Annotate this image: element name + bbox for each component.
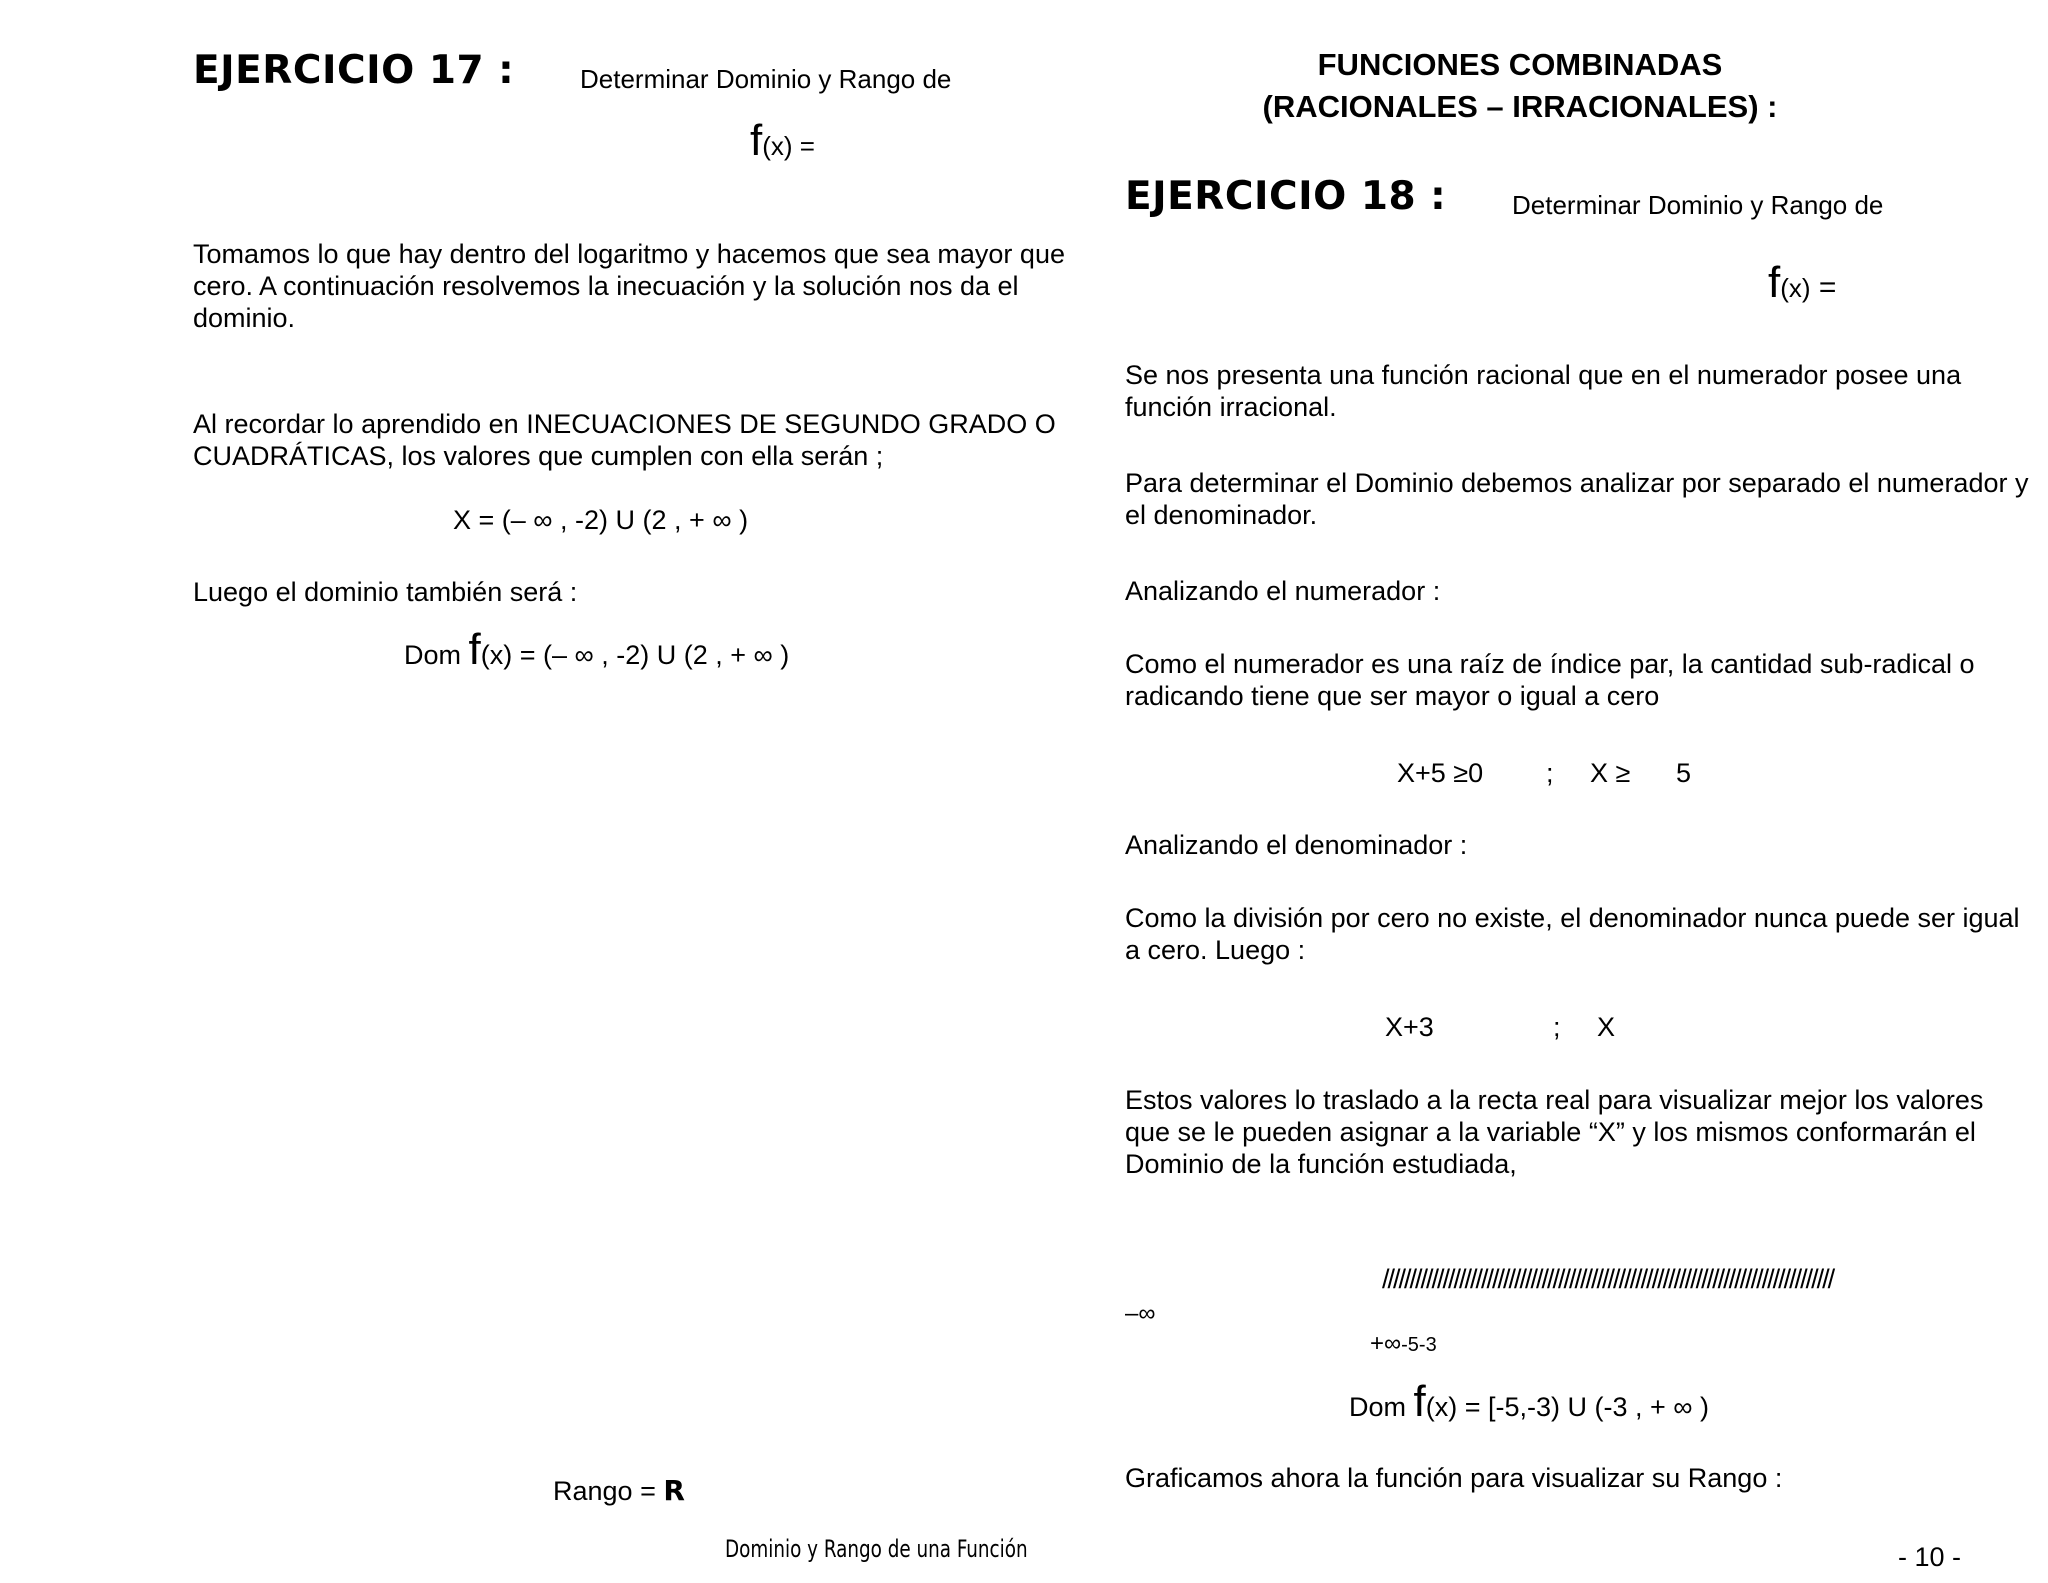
exercise-18-paragraph-7: Estos valores lo traslado a la recta real para visualizar mejor los valores que se le pueden asignar a la variable “X” y los mismos conformarán el Dominio de la función estudiada, bbox=[1125, 1085, 1984, 1179]
exercise-18-paragraph-4: Como el numerador es una raíz de índice par, la cantidad sub-radical o radicando tiene que ser mayor o igual a cero bbox=[1125, 649, 1975, 711]
exercise-17-heading: EJERCICIO 17 : bbox=[193, 48, 515, 93]
function-f: f bbox=[468, 625, 481, 674]
numerator-separator: ; bbox=[1546, 758, 1554, 788]
exercise-18-paragraph-3: Analizando el numerador : bbox=[1125, 576, 1441, 606]
number-line-hatch: ////////////////////////////////////////////////////////////////////////////////// bbox=[1382, 1264, 1834, 1294]
function-f: f bbox=[1413, 1377, 1426, 1426]
exercise-18-paragraph-8: Graficamos ahora la función para visualizar su Rango : bbox=[1125, 1463, 1783, 1493]
section-title-line-2: (RACIONALES – IRRACIONALES) : bbox=[1262, 89, 1778, 124]
number-line-neg-infinity: –∞ bbox=[1125, 1300, 1156, 1327]
exercise-18-heading: EJERCICIO 18 : bbox=[1125, 174, 1447, 219]
exercise-17-solution: X = (– ∞ , -2) U (2 , + ∞ ) bbox=[453, 505, 749, 535]
function-eq: = bbox=[1810, 271, 1837, 304]
section-title bbox=[1210, 44, 1830, 128]
number-line-pos-infinity: +∞ bbox=[1370, 1330, 1402, 1357]
exercise-17-function-label bbox=[750, 116, 815, 166]
section-title-line-1: FUNCIONES COMBINADAS bbox=[1317, 47, 1723, 82]
range-prefix: Rango = bbox=[553, 1476, 664, 1506]
exercise-18-subheading: Determinar Dominio y Rango de bbox=[1512, 190, 1884, 220]
exercise-18-paragraph-5: Analizando el denominador : bbox=[1125, 830, 1468, 860]
numerator-inequality: X+5 ≥0 bbox=[1397, 758, 1484, 788]
domain-value: (x) = (– ∞ , -2) U (2 , + ∞ ) bbox=[480, 640, 790, 670]
exercise-18-domain bbox=[1349, 1377, 1709, 1427]
exercise-18-paragraph-2: Para determinar el Dominio debemos analizar por separado el numerador y el denominador. bbox=[1125, 468, 2029, 530]
number-line-labels bbox=[1370, 1330, 1437, 1358]
exercise-17-subheading: Determinar Dominio y Rango de bbox=[580, 64, 952, 94]
range-value: R bbox=[663, 1474, 685, 1507]
denominator-expression: X+3 bbox=[1385, 1012, 1434, 1042]
function-eq: = bbox=[792, 131, 815, 161]
function-var: (x) bbox=[762, 131, 793, 161]
page-number: - 10 - bbox=[1898, 1542, 1962, 1572]
denominator-result: X bbox=[1597, 1012, 1616, 1042]
numerator-inequality-result: X ≥ bbox=[1590, 758, 1631, 788]
number-line-tick-labels: -5-3 bbox=[1401, 1334, 1437, 1356]
domain-value: (x) = [-5,-3) U (-3 , + ∞ ) bbox=[1425, 1392, 1710, 1422]
domain-prefix: Dom bbox=[1349, 1392, 1414, 1422]
exercise-17-paragraph-1: Tomamos lo que hay dentro del logaritmo y hacemos que sea mayor que cero. A continuación resolvemos la inecuación y la solución nos da el dominio. bbox=[193, 239, 1065, 333]
function-f: f bbox=[750, 116, 763, 165]
exercise-18-function-label bbox=[1768, 258, 1836, 308]
footer-title: Dominio y Rango de una Función bbox=[725, 1535, 1028, 1563]
denominator-separator: ; bbox=[1553, 1012, 1561, 1042]
exercise-18-paragraph-6: Como la división por cero no existe, el denominador nunca puede ser igual a cero. Luego : bbox=[1125, 903, 2020, 965]
domain-prefix: Dom bbox=[404, 640, 469, 670]
numerator-inequality-value: 5 bbox=[1676, 758, 1692, 788]
exercise-17-range bbox=[553, 1474, 685, 1507]
exercise-17-domain bbox=[404, 625, 789, 675]
function-var: (x) bbox=[1780, 273, 1811, 303]
exercise-18-paragraph-1: Se nos presenta una función racional que en el numerador posee una función irracional. bbox=[1125, 360, 1962, 422]
exercise-17-paragraph-2: Al recordar lo aprendido en INECUACIONES DE SEGUNDO GRADO O CUADRÁTICAS, los valores que cumplen con ella serán ; bbox=[193, 409, 1056, 471]
exercise-17-paragraph-3: Luego el dominio también será : bbox=[193, 577, 578, 607]
function-f: f bbox=[1768, 258, 1781, 307]
